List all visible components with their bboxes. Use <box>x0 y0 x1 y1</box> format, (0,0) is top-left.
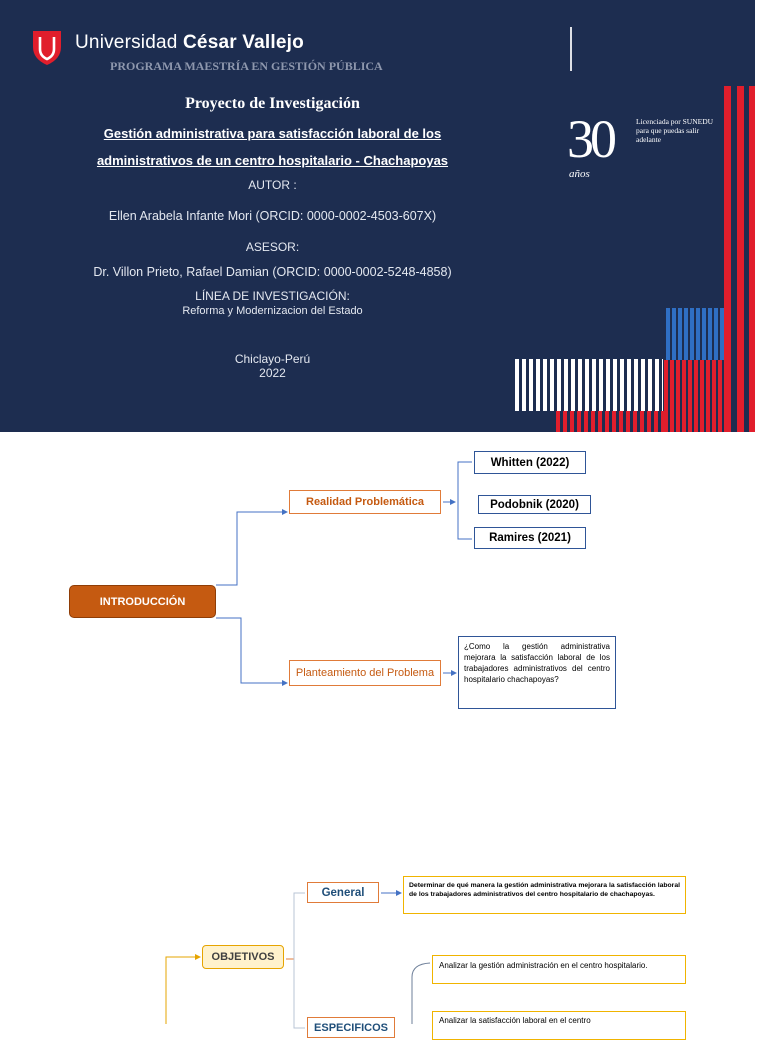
year: 2022 <box>259 366 286 380</box>
project-title: Proyecto de Investigación <box>185 95 360 112</box>
research-line-label: LÍNEA DE INVESTIGACIÓN: <box>195 289 350 303</box>
thesis-title-line-2: administrativos de un centro hospitalario - Chachapoyas <box>96 153 449 168</box>
advisor-name: Dr. Villon Prieto, Rafael Damian (ORCID: 0000-0002-5248-4858) <box>93 265 452 279</box>
research-question: ¿Como la gestión administrativa mejorara la satisfacción laboral de los trabajadores administrativos del centro hospitalario chachapoyas? <box>458 636 616 709</box>
cover-slide <box>0 0 755 432</box>
reference-whitten: Whitten (2022) <box>474 451 586 474</box>
white-stripe-pattern <box>515 359 663 411</box>
author-name: Ellen Arabela Infante Mori (ORCID: 0000-0002-4503-607X) <box>108 209 437 223</box>
introduccion-node: INTRODUCCIÓN <box>69 585 216 618</box>
concept-map-area <box>0 432 768 1034</box>
red-stripe-pattern <box>556 411 664 432</box>
specific-objectives-node: ESPECIFICOS <box>307 1017 395 1038</box>
red-stripe-bar <box>749 86 755 432</box>
objetivos-node: OBJETIVOS <box>202 945 284 969</box>
blue-stripe-block <box>666 308 724 360</box>
general-objective-node: General <box>307 882 379 903</box>
anniversary-number: 30 <box>567 109 613 169</box>
realidad-problematica-node: Realidad Problemática <box>289 490 441 514</box>
advisor-label: ASESOR: <box>245 240 300 254</box>
specific-objective-1: Analizar la gestión administración en el centro hospitalario. <box>432 955 686 984</box>
red-stripe-bar <box>737 86 744 432</box>
reference-podobnik: Podobnik (2020) <box>478 495 591 514</box>
red-stripe-bar <box>724 86 731 432</box>
university-logo-icon <box>31 29 63 67</box>
thesis-title-line-1: Gestión administrativa para satisfacción laboral de los <box>103 126 442 141</box>
sunedu-tagline: Licenciada por SUNEDU para que puedas salir adelante <box>636 117 714 144</box>
program-name: PROGRAMA MAESTRÍA EN GESTIÓN PÚBLICA <box>110 59 383 73</box>
connector-lines <box>0 432 768 1024</box>
red-stripe-block <box>664 360 724 432</box>
city: Chiclayo-Perú <box>234 352 311 366</box>
author-label: AUTOR : <box>248 178 297 192</box>
planteamiento-problema-node: Planteamiento del Problema <box>289 660 441 686</box>
specific-objective-2: Analizar la satisfacción laboral en el centro <box>432 1011 686 1040</box>
anniversary-word: años <box>569 168 590 180</box>
general-objective-text: Determinar de qué manera la gestión administrativa mejorara la satisfacción laboral de los trabajadores administrativos del centro hospitalario de chachapoyas. <box>403 876 686 914</box>
reference-ramires: Ramires (2021) <box>474 527 586 549</box>
university-name: Universidad César Vallejo <box>75 32 304 53</box>
header-divider <box>570 27 572 71</box>
research-line: Reforma y Modernizacion del Estado <box>182 305 363 317</box>
